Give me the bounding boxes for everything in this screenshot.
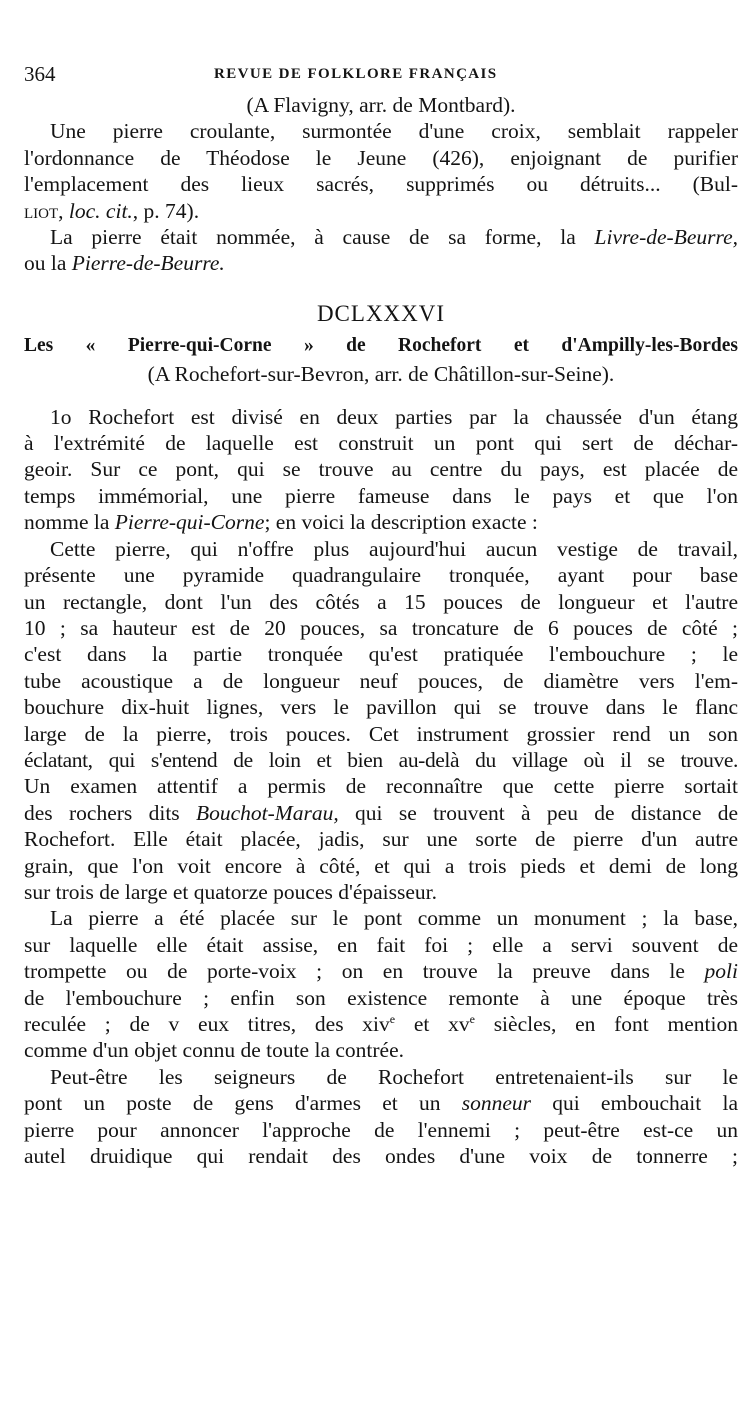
text-line: Rochefort. Elle était placée, jadis, sur une sorte de pierre d'un autre (24, 827, 738, 852)
previous-entry-paragraph-2 (24, 224, 738, 277)
text-fragment: et xv (395, 1012, 470, 1036)
text-line (24, 250, 738, 276)
text-line: tube acoustique a de longueur neuf pouces, de diamètre vers l'em- (24, 668, 738, 693)
text-line: 1o Rochefort est divisé en deux parties par la chaussée d'un étang (50, 404, 738, 429)
text-line: de l'embouchure ; enfin son existence remonte à une époque très (24, 985, 738, 1010)
text-line: Peut-être les seigneurs de Rochefort entretenaient-ils sur le (50, 1064, 738, 1089)
text-line: Cette pierre, qui n'offre plus aujourd'hui aucun vestige de travail, (50, 536, 738, 561)
text-line: éclatant, qui s'entend de loin et bien au-delà du village où il se trouve. (24, 747, 738, 772)
journal-title: REVUE DE FOLKLORE FRANÇAIS (214, 66, 498, 82)
text-fragment: ou la (24, 251, 72, 276)
text-line: Une pierre croulante, surmontée d'une croix, semblait rappeler (50, 119, 738, 144)
text-line (24, 958, 738, 984)
text-fragment: , p. 74). (132, 198, 200, 223)
text-line (24, 1011, 738, 1037)
running-header (24, 62, 738, 92)
text-line: c'est dans la partie tronquée qu'est pratiquée l'embouchure ; le (24, 642, 738, 667)
text-line (24, 198, 738, 224)
text-line: large de la pierre, trois pouces. Cet instrument grossier rend un son (24, 721, 738, 746)
text-fragment: trompette ou de porte-voix ; on en trouve la preuve dans le (24, 959, 705, 984)
stone-name-italic: Pierre-de-Beurre. (71, 251, 225, 276)
text-fragment: qui embouchait la (530, 1091, 738, 1116)
text-line: à l'extrémité de laquelle est construit un pont qui sert de déchar- (24, 431, 738, 456)
entry-paragraph-4 (24, 1064, 738, 1170)
text-line (24, 800, 738, 826)
entry-number-heading: DCLXXXVI (316, 300, 446, 326)
text-line: un rectangle, dont l'un des côtés a 15 pouces de longueur et l'autre (24, 589, 738, 614)
text-fragment: reculée ; de v eux titres, des xiv (24, 1012, 390, 1036)
text-fragment: , (58, 198, 69, 223)
superscript: e (469, 1011, 475, 1026)
emphasis-italic: sonneur (461, 1091, 531, 1116)
previous-entry-location: (A Flavigny, arr. de Montbard). (246, 93, 516, 117)
emphasis-italic: poli (704, 959, 738, 984)
entry-paragraph-1 (24, 404, 738, 536)
text-line (24, 1090, 738, 1116)
citation-abbrev: loc. cit. (68, 198, 133, 223)
page-number: 364 (24, 62, 56, 86)
text-fragment: siècles, en font mention (474, 1012, 738, 1036)
text-line: comme d'un objet connu de toute la contrée. (24, 1038, 404, 1063)
previous-entry-paragraph-1 (24, 118, 738, 224)
text-fragment: des rochers dits (24, 800, 196, 825)
text-fragment: pont un poste de gens d'armes et un (24, 1091, 462, 1116)
text-fragment: ; en voici la description exacte : (264, 510, 538, 535)
place-name-italic: Bouchot-Marau, (195, 800, 339, 825)
stone-name-italic: Livre-de-Beurre, (594, 225, 738, 250)
text-line: autel druidique qui rendait des ondes d'une voix de tonnerre ; (24, 1144, 738, 1169)
text-line: l'ordonnance de Théodose le Jeune (426), enjoignant de purifier (24, 145, 738, 170)
document-page (24, 62, 738, 1169)
text-line: présente une pyramide quadrangulaire tronquée, ayant pour base (24, 563, 738, 588)
entry-title: Les « Pierre-qui-Corne » de Rochefort et d'Ampilly-les-Bordes (24, 335, 738, 357)
stone-name-italic: Pierre-qui-Corne (114, 510, 265, 535)
entry-location: (A Rochefort-sur-Bevron, arr. de Châtillon-sur-Seine). (147, 362, 615, 387)
text-line: 10 ; sa hauteur est de 20 pouces, sa troncature de 6 pouces de côté ; (24, 615, 738, 640)
text-line: temps immémorial, une pierre fameuse dans le pays et que l'on (24, 483, 738, 508)
text-line: geoir. Sur ce pont, qui se trouve au centre du pays, est placée de (24, 457, 738, 482)
text-line: Un examen attentif a permis de reconnaître que cette pierre sortait (24, 774, 738, 799)
text-line: sur trois de large et quatorze pouces d'épaisseur. (24, 879, 438, 904)
text-line: grain, que l'on voit encore à côté, et qui a trois pieds et demi de long (24, 853, 738, 878)
entry-paragraph-3 (24, 905, 738, 1063)
text-line (24, 224, 738, 250)
text-fragment: nomme la (24, 510, 115, 535)
author-name: liot (24, 198, 59, 223)
text-line: bouchure dix-huit lignes, vers le pavillon qui se trouve dans le flanc (24, 695, 738, 720)
text-fragment: La pierre était nommée, à cause de sa forme, la (50, 225, 595, 250)
text-line (24, 509, 738, 535)
text-line: l'emplacement des lieux sacrés, supprimés ou détruits... (Bul- (24, 172, 738, 197)
text-fragment: qui se trouvent à peu de distance de (338, 800, 738, 825)
text-line: pierre pour annoncer l'approche de l'ennemi ; peut-être est-ce un (24, 1117, 738, 1142)
text-line: La pierre a été placée sur le pont comme un monument ; la base, (50, 906, 738, 931)
entry-paragraph-2 (24, 536, 738, 906)
text-line: sur laquelle elle était assise, en fait foi ; elle a servi souvent de (24, 932, 738, 957)
superscript: e (389, 1011, 396, 1026)
